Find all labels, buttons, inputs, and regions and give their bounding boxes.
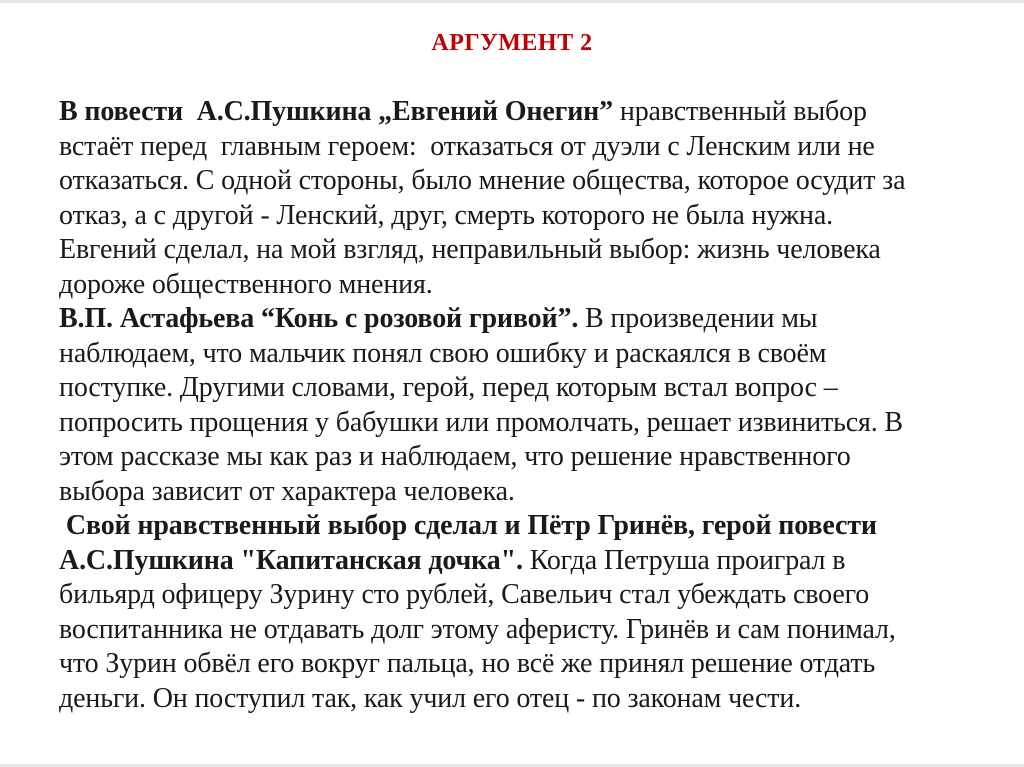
paragraph-3-line-6: деньги. Он поступил так, как учил его отец - по законам чести. xyxy=(59,682,802,714)
slide-title: АРГУМЕНТ 2 xyxy=(431,30,593,56)
paragraph-1-line-5: Евгений сделал, на мой взгляд, неправильный выбор: жизнь человека xyxy=(59,234,881,265)
work-reference-onegin: В повести А.С.Пушкина „Евгений Онегин” xyxy=(59,96,614,127)
paragraph-1-line-6: дороже общественного мнения. xyxy=(59,268,433,300)
paragraph-2-line-2: наблюдаем, что мальчик понял свою ошибку и раскаялся в своём xyxy=(59,337,827,369)
paragraph-1-line-3: отказаться. С одной стороны, было мнение общества, которое осудит за xyxy=(59,165,906,196)
paragraph-1-line-2: встаёт перед главным героем: отказаться от дуэли с Ленским или не xyxy=(59,130,875,162)
work-reference-captains-daughter: А.С.Пушкина "Капитанская дочка". xyxy=(59,544,523,576)
paragraph-1-line-1: В повести А.С.Пушкина „Евгений Онегин” нравственный выбор xyxy=(59,96,867,127)
paragraph-3-line-2: А.С.Пушкина "Капитанская дочка". Когда Петруша проиграл в xyxy=(59,544,846,576)
paragraph-1-line-4: отказ, а с другой - Ленский, друг, смерть которого не была нужна. xyxy=(59,199,833,231)
paragraph-2-line-1: В.П. Астафьева “Конь с розовой гривой”. В произведении мы xyxy=(59,303,818,334)
paragraph-2-line-6: выбора зависит от характера человека. xyxy=(59,475,515,507)
paragraph-2-line-3: поступке. Другими словами, герой, перед которым встал вопрос – xyxy=(59,372,838,403)
work-reference-astafiev: В.П. Астафьева “Конь с розовой гривой”. xyxy=(59,303,579,334)
paragraph-3-line-4: воспитанника не отдавать долг этому аферисту. Гринёв и сам понимал, xyxy=(59,613,896,645)
paragraph-2-line-4: попросить прощения у бабушки или промолчать, решает извиниться. В xyxy=(59,406,903,438)
slide-top-border xyxy=(0,0,1024,3)
paragraph-3-line-3: бильярд офицеру Зурину сто рублей, Савельич стал убеждать своего xyxy=(59,579,870,610)
paragraph-2-line-5: этом рассказе мы как раз и наблюдаем, что решение нравственного xyxy=(59,441,851,472)
slide-body xyxy=(59,95,964,716)
paragraph-3-line-1: Свой нравственный выбор сделал и Пётр Гринёв, герой повести xyxy=(59,510,877,541)
paragraph-3-line-5: что Зурин обвёл его вокруг пальца, но всё же принял решение отдать xyxy=(59,648,876,679)
